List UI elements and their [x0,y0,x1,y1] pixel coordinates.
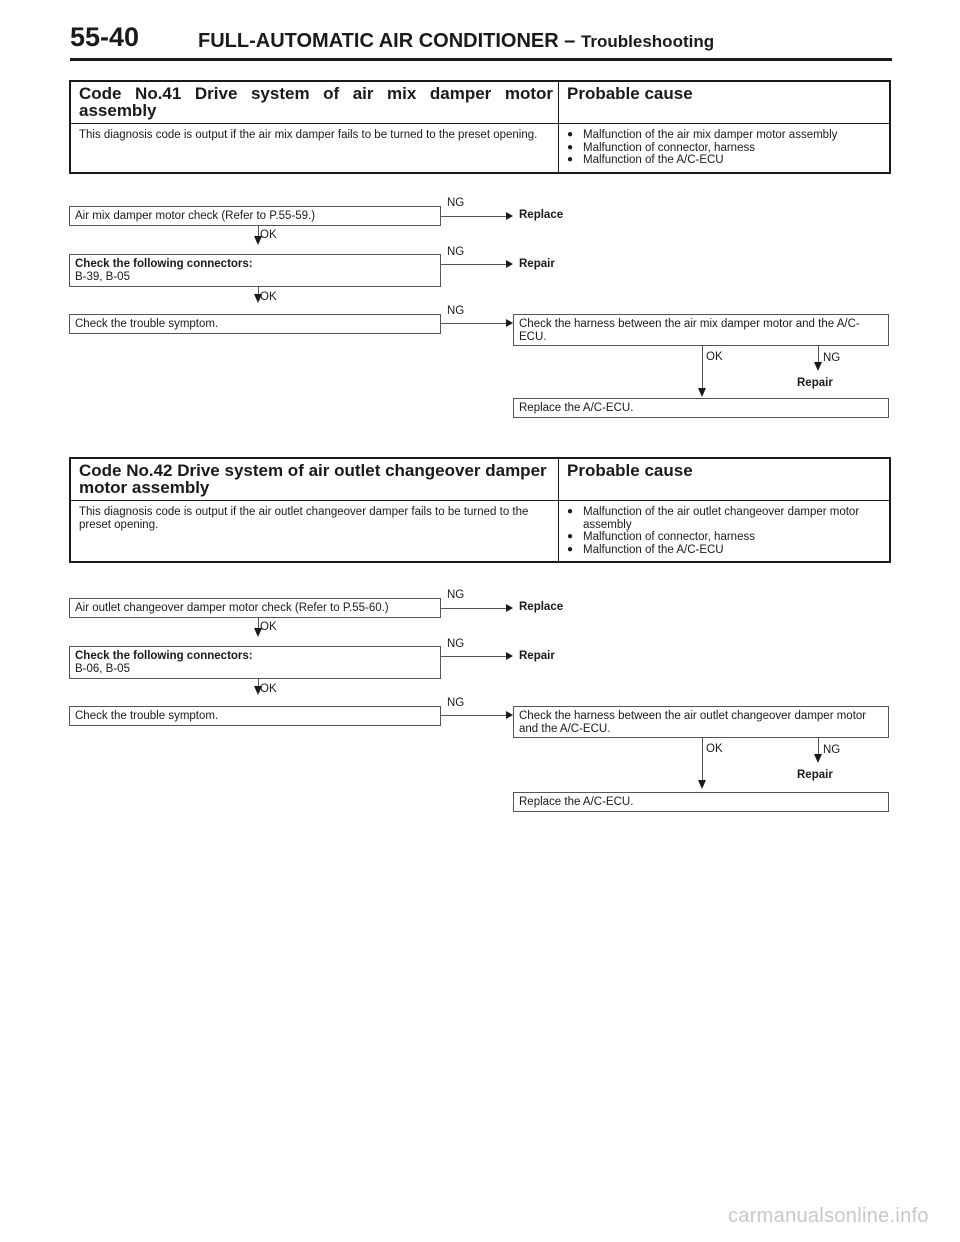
ng-label: NG [447,589,465,601]
cause-text: Malfunction of the A/C-ECU [583,543,724,556]
ng-label: NG [823,744,841,756]
ok-label: OK [260,229,277,241]
code-41-title: Code No.41 Drive system of air mix damper motor assembly [71,82,559,123]
bullet-icon: ● [567,129,574,140]
code-41-table-header [71,82,889,124]
connector-check-title: Check the following connectors: [75,258,253,270]
header-rule [70,58,892,61]
flow-step-damper-check: Air mix damper motor check (Refer to P.55-59.) [69,206,441,226]
bullet-icon: ● [567,154,574,165]
bullet-icon: ● [567,506,574,517]
action-repair: Repair [519,258,555,270]
arrow-right-icon [506,652,513,660]
flow-step-replace-ecu: Replace the A/C-ECU. [513,398,889,418]
ng-arrow-line [441,323,506,324]
code-42-table-body [71,501,889,561]
arrow-right-icon [506,711,513,719]
cause-item [567,154,881,167]
ng-arrow-line [441,715,506,716]
bullet-icon: ● [567,543,574,555]
flow-step-damper-check: Air outlet changeover damper motor check (Refer to P.55-60.) [69,598,441,618]
page-subtitle: Troubleshooting [580,32,715,51]
arrow-right-icon [506,212,513,220]
bullet-icon: ● [567,141,574,153]
cause-item [567,142,881,155]
ng-arrow-line [441,216,506,217]
code-41-table-body [71,124,889,172]
flow-step-harness-check: Check the harness between the air mix damper motor and the A/C-ECU. [513,314,889,346]
ng-label: NG [823,352,841,364]
cause-item [567,129,881,142]
action-repair: Repair [797,377,833,389]
cause-text: Malfunction of connector, harness [583,531,755,543]
cause-text: Malfunction of the air outlet changeover damper motor assembly [583,506,860,531]
code-42-table-header [71,459,889,501]
code-42-description: This diagnosis code is output if the air outlet changeover damper fails to be turned to the preset opening. [71,501,559,561]
cause-item [567,544,881,557]
ok-label: OK [706,351,723,363]
code-41-cause-heading: Probable cause [567,84,693,103]
code-42-cause-heading: Probable cause [567,461,693,480]
ng-label: NG [447,305,465,317]
cause-item [567,506,881,531]
ng-arrow-line [441,264,506,265]
code-42-title: Code No.42 Drive system of air outlet changeover damper motor assembly [71,459,559,500]
cause-text: Malfunction of the A/C-ECU [583,154,724,166]
connector-list: B-06, B-05 [75,662,130,675]
cause-item [567,531,881,544]
ok-label: OK [260,621,277,633]
page-title [198,30,714,53]
ng-label: NG [447,697,465,709]
flow-step-replace-ecu: Replace the A/C-ECU. [513,792,889,812]
ng-label: NG [447,638,465,650]
flow-step-symptom-check: Check the trouble symptom. [69,706,441,726]
ng-label: NG [447,197,465,209]
code-41-description: This diagnosis code is output if the air mix damper fails to be turned to the preset opening. [71,124,559,172]
action-replace: Replace [519,601,564,613]
page-title-main: FULL-AUTOMATIC AIR CONDITIONER [198,30,559,52]
arrow-down-icon [698,388,706,397]
ng-arrow-line [818,346,819,363]
arrow-right-icon [506,319,513,327]
connector-check-title: Check the following connectors: [75,650,253,662]
arrow-down-icon [814,362,822,371]
flow-step-connector-check [69,646,441,679]
ng-label: NG [447,246,465,258]
code-41-table [69,80,891,174]
action-replace: Replace [519,209,564,221]
bullet-icon: ● [567,531,574,542]
flow-step-symptom-check: Check the trouble symptom. [69,314,441,334]
action-repair: Repair [519,650,555,662]
code-42-table [69,457,891,563]
arrow-right-icon [506,604,513,612]
code-42-causes [559,501,889,561]
arrow-down-icon [814,754,822,763]
connector-list: B-39, B-05 [75,270,130,283]
cause-text: Malfunction of connector, harness [583,141,755,154]
ok-arrow-line [702,346,703,388]
ng-arrow-line [818,738,819,755]
action-repair: Repair [797,769,833,781]
ok-label: OK [260,291,277,303]
ng-arrow-line [441,656,506,657]
flow-step-harness-check: Check the harness between the air outlet changeover damper motor and the A/C-ECU. [513,706,889,738]
title-dash: – [564,30,576,52]
code-41-causes [559,124,889,172]
ok-label: OK [706,743,723,755]
watermark: carmanualsonline.info [728,1205,929,1227]
flow-step-connector-check [69,254,441,287]
ng-arrow-line [441,608,506,609]
arrow-down-icon [698,780,706,789]
arrow-right-icon [506,260,513,268]
ok-label: OK [260,683,277,695]
page-number: 55-40 [70,22,140,52]
ok-arrow-line [702,738,703,780]
cause-text: Malfunction of the air mix damper motor assembly [583,129,838,141]
